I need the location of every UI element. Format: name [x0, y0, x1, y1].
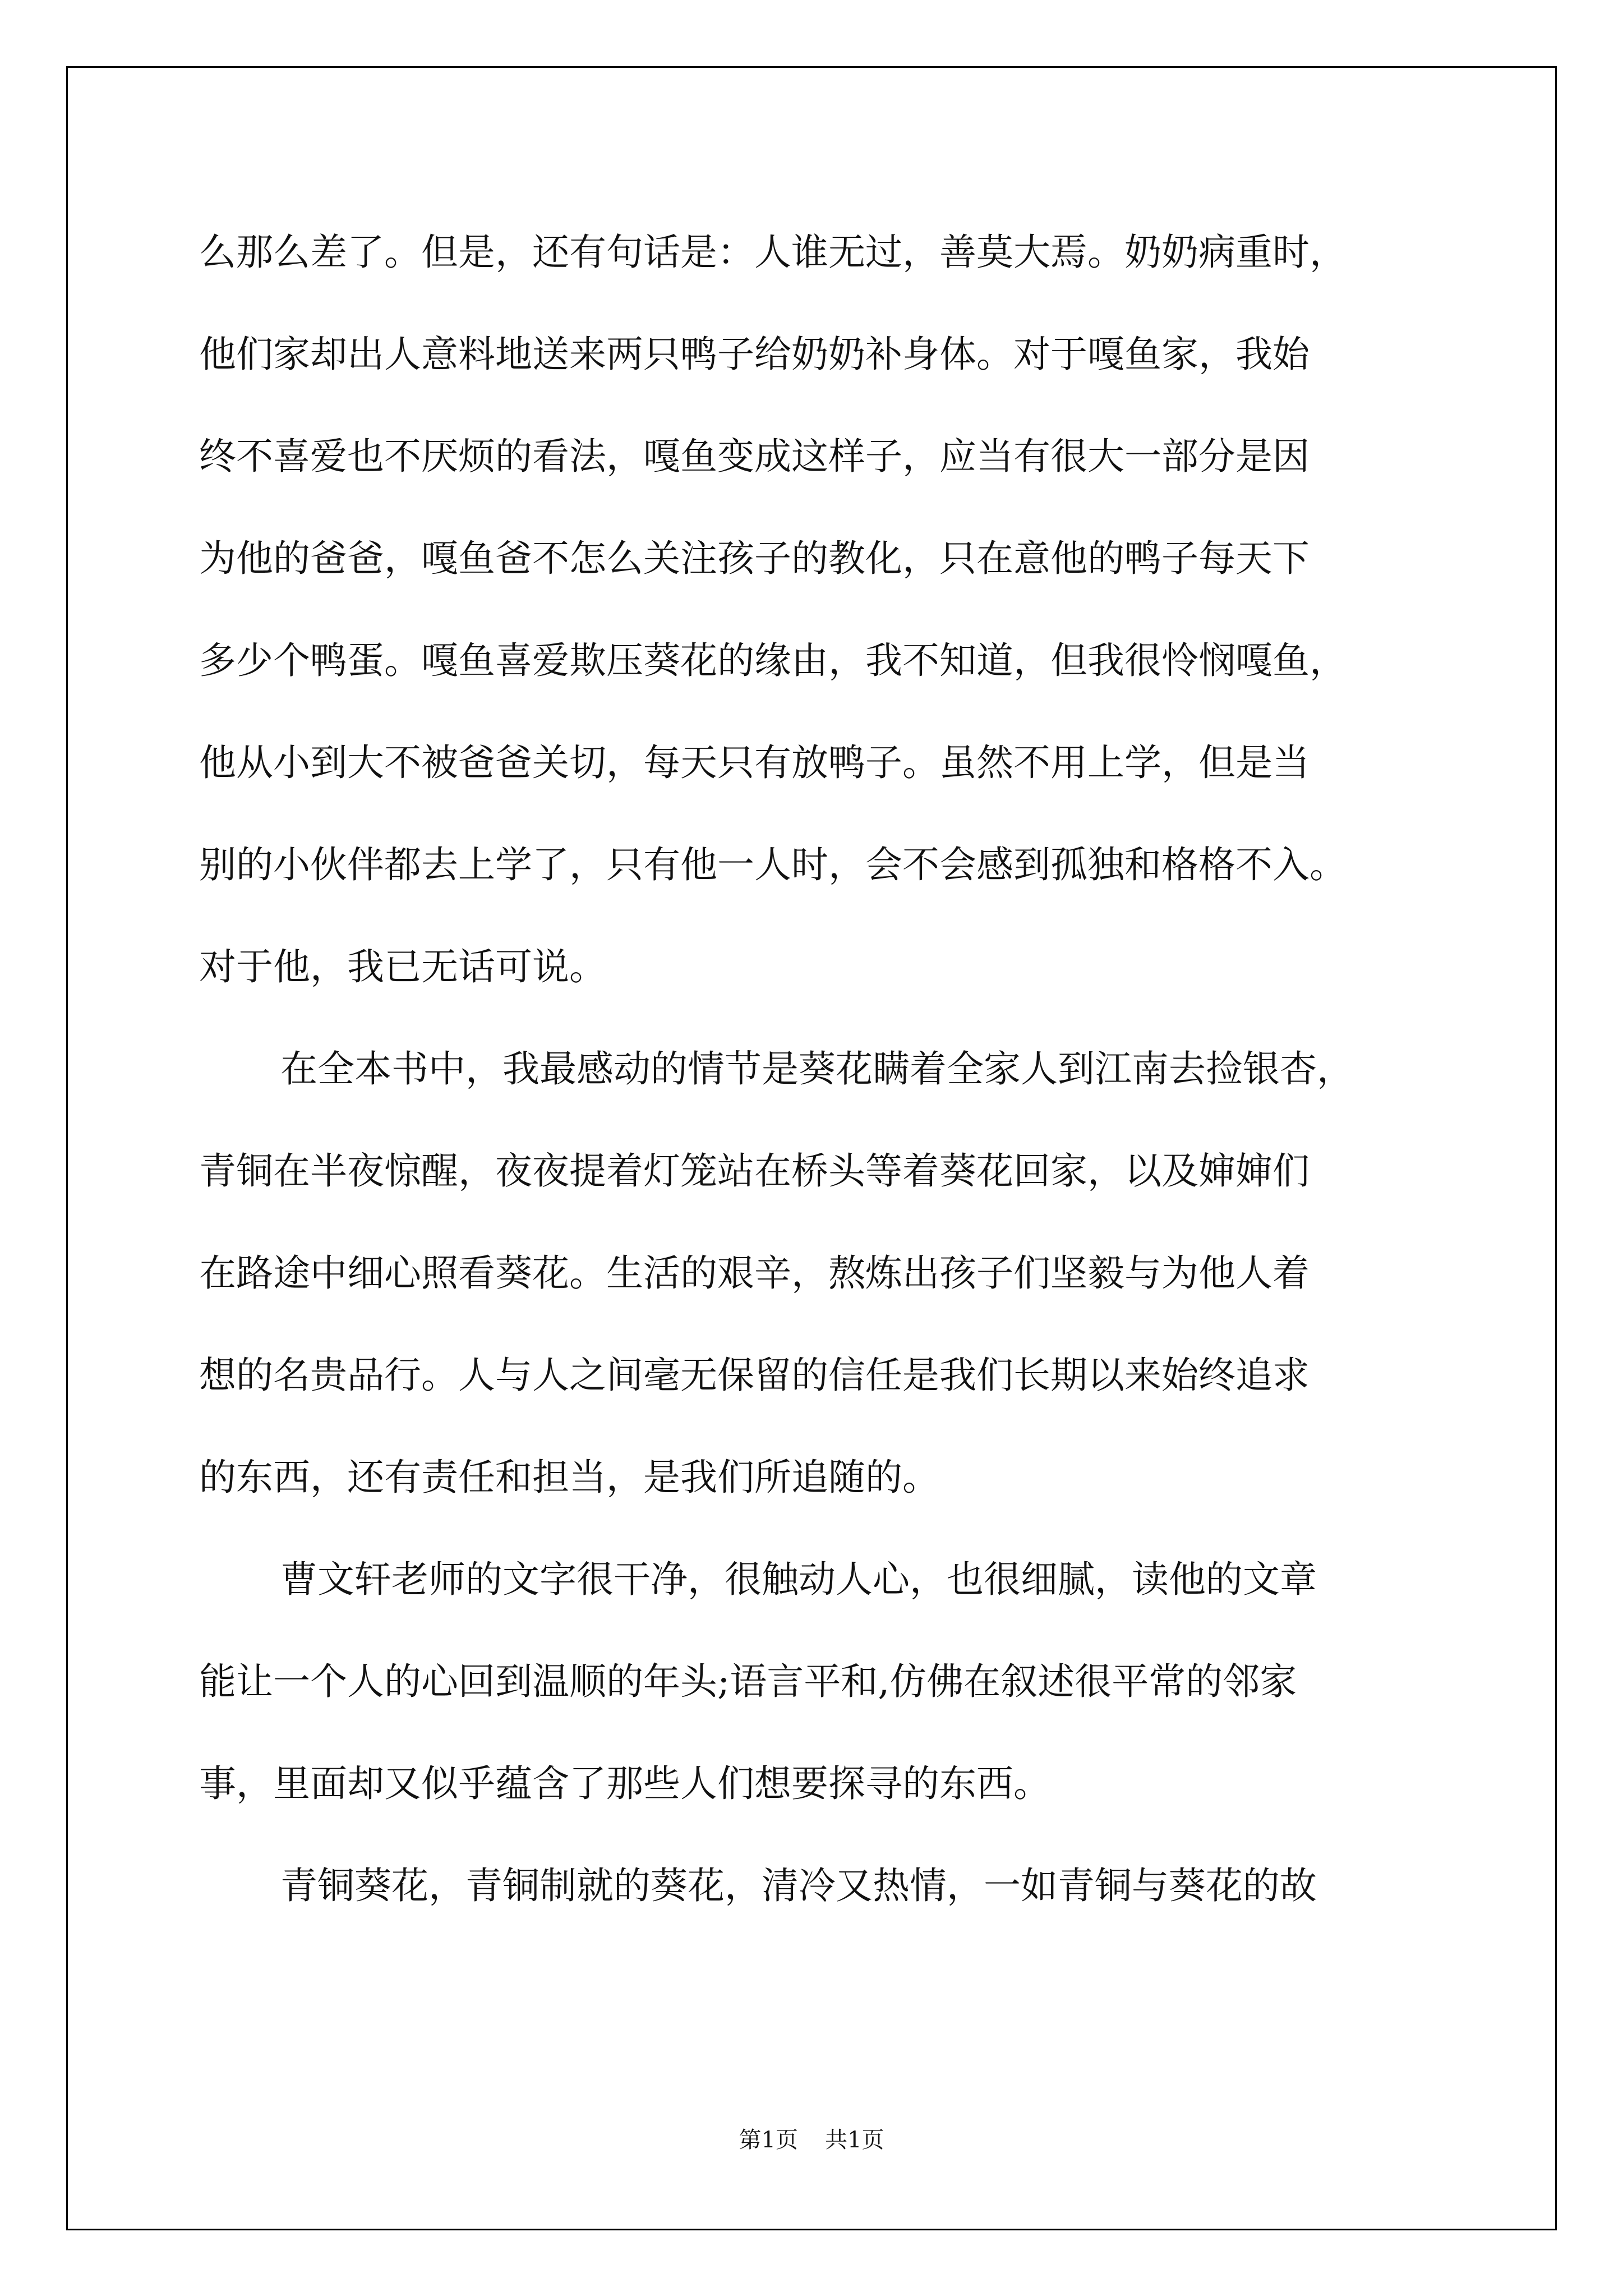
body-text-line: 的东西，还有责任和担当，是我们所追随的。 [199, 1456, 939, 1499]
body-text-line: 能让一个人的心回到温顺的年头;语言平和,仿佛在叙述很平常的邻家 [199, 1660, 1297, 1703]
page-total: 共1页 [825, 2127, 884, 2153]
paragraph-first-line: 青铜葵花，青铜制就的葵花，清冷又热情，一如青铜与葵花的故 [280, 1864, 1317, 1907]
body-text-line: 他从小到大不被爸爸关切，每天只有放鸭子。虽然不用上学，但是当 [199, 741, 1310, 784]
body-text-line: 青铜在半夜惊醒，夜夜提着灯笼站在桥头等着葵花回家，以及婶婶们 [199, 1149, 1310, 1193]
body-text-line: 事，里面却又似乎蕴含了那些人们想要探寻的东西。 [199, 1762, 1050, 1805]
body-text-line: 为他的爸爸，嘎鱼爸不怎么关注孩子的教化，只在意他的鸭子每天下 [199, 537, 1310, 580]
page-number: 第1页 [739, 2127, 798, 2153]
body-text-line: 对于他，我已无话可说。 [199, 945, 606, 988]
body-text-line: 他们家却出人意料地送来两只鸭子给奶奶补身体。对于嘎鱼家，我始 [199, 333, 1310, 376]
paragraph-first-line: 曹文轩老师的文字很干净，很触动人心，也很细腻，读他的文章 [280, 1558, 1317, 1601]
body-text-line: 多少个鸭蛋。嘎鱼喜爱欺压葵花的缘由，我不知道，但我很怜悯嘎鱼， [199, 639, 1347, 682]
body-text-line: 终不喜爱也不厌烦的看法，嘎鱼变成这样子，应当有很大一部分是因 [199, 435, 1310, 478]
body-text-line: 别的小伙伴都去上学了，只有他一人时，会不会感到孤独和格格不入。 [199, 843, 1347, 886]
body-text-line: 在路途中细心照看葵花。生活的艰辛，熬炼出孩子们坚毅与为他人着 [199, 1251, 1310, 1295]
body-text-line: 想的名贵品行。人与人之间毫无保留的信任是我们长期以来始终追求 [199, 1354, 1310, 1397]
paragraph-first-line: 在全本书中，我最感动的情节是葵花瞒着全家人到江南去捡银杏， [280, 1047, 1354, 1091]
body-text-line: 么那么差了。但是，还有句话是：人谁无过，善莫大焉。奶奶病重时， [199, 231, 1347, 274]
page-footer [0, 2126, 1623, 2154]
